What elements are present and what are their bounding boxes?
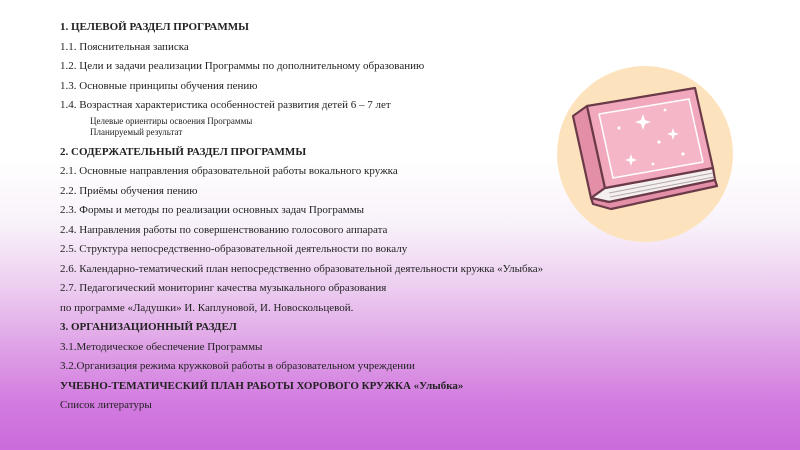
section-2-5: 2.5. Структура непосредственно-образовательной деятельности по вокалу (60, 243, 408, 255)
sparkle-dot (657, 140, 660, 143)
section-2-7: 2.7. Педагогический мониторинг качества музыкального образования (60, 282, 387, 294)
section-1-2: 1.2. Цели и задачи реализации Программы по дополнительному образованию (60, 60, 425, 72)
section-2-1: 2.1. Основные направления образовательной работы вокального кружка (60, 165, 398, 177)
book-icon (555, 64, 735, 244)
section-2-4: 2.4. Направления работы по совершенствованию голосового аппарата (60, 223, 388, 236)
section-1-1: 1.1. Пояснительная записка (60, 40, 189, 53)
sparkle-dot (652, 163, 655, 166)
bibliography: Список литературы (60, 399, 152, 411)
section-1-title: 1. ЦЕЛЕВОЙ РАЗДЕЛ ПРОГРАММЫ (60, 21, 249, 33)
section-3-2: 3.2.Организация режима кружковой работы в образовательном учреждении (60, 360, 415, 372)
sparkle-dot (617, 126, 620, 129)
sparkle-dot (664, 109, 667, 112)
section-2-6: 2.6. Календарно-тематический план непосредственно образовательной деятельности кружка «Улыбка» (60, 262, 544, 275)
section-2-7-continuation: по программе «Ладушки» И. Каплуновой, И. Новоскольцевой. (60, 301, 354, 314)
section-2-2: 2.2. Приёмы обучения пению (60, 184, 198, 197)
thematic-plan-title: УЧЕБНО-ТЕМАТИЧЕСКИЙ ПЛАН РАБОТЫ ХОРОВОГО КРУЖКА «Улыбка» (60, 379, 464, 392)
section-1-4-subitem-results: Планируемый результат (90, 126, 183, 137)
section-2-title: 2. СОДЕРЖАТЕЛЬНЫЙ РАЗДЕЛ ПРОГРАММЫ (60, 145, 307, 158)
section-1-4: 1.4. Возрастная характеристика особенностей развития детей 6 – 7 лет (60, 99, 391, 111)
section-2-3: 2.3. Формы и методы по реализации основных задач Программы (60, 204, 365, 216)
sparkle-dot (681, 152, 684, 155)
section-3-1: 3.1.Методическое обеспечение Программы (60, 340, 263, 353)
section-1-4-subitem-targets: Целевые ориентиры освоения Программы (90, 115, 253, 126)
section-3-title: 3. ОРГАНИЗАЦИОННЫЙ РАЗДЕЛ (60, 321, 237, 333)
section-1-3: 1.3. Основные принципы обучения пению (60, 79, 258, 92)
